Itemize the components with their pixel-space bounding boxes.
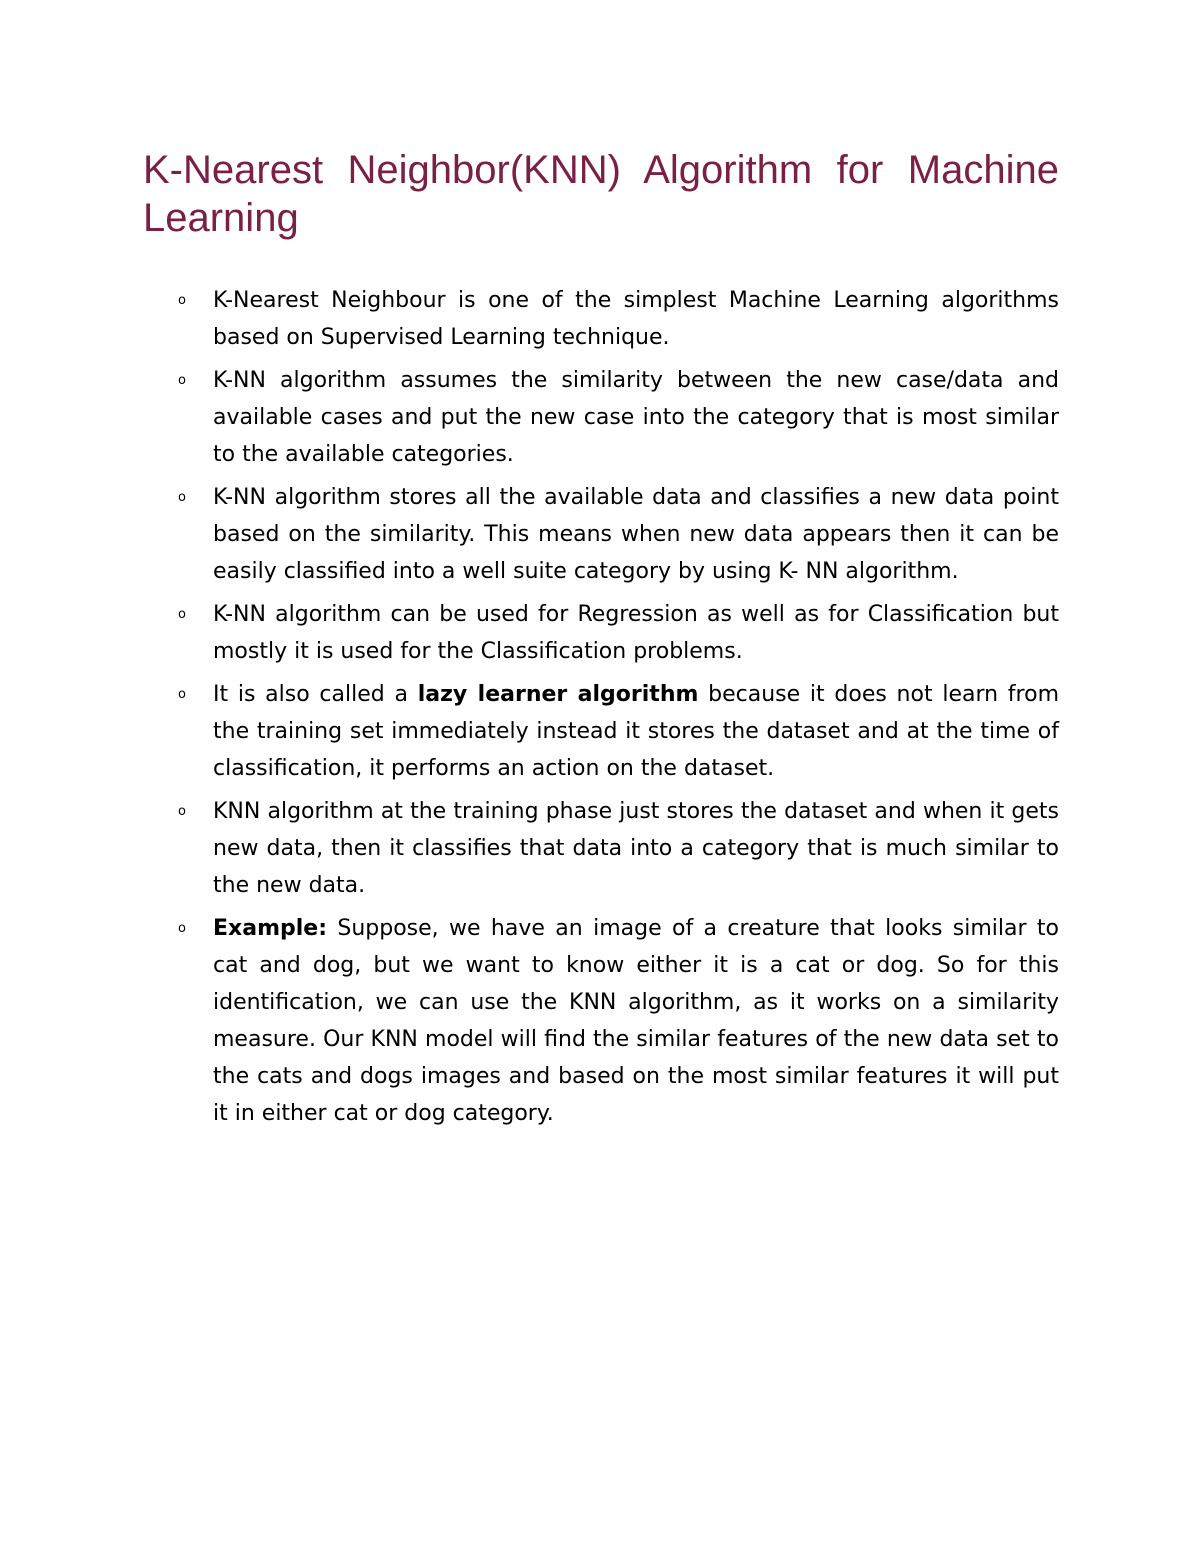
bullet-item (143, 479, 1059, 590)
bullet-item (143, 282, 1059, 356)
bullet-text: K-NN algorithm can be used for Regression as well as for Classification but mostly it is used for the Classification problems. (213, 602, 1059, 664)
bullet-item (143, 676, 1059, 787)
bullet-item (143, 596, 1059, 670)
bullet-bold-term: lazy learner algorithm (417, 682, 699, 707)
bullet-text: KNN algorithm at the training phase just stores the dataset and when it gets new data, then it classifies that data into a category that is much similar to the new data. (213, 799, 1059, 898)
document-page (143, 146, 1059, 1138)
document-title: K-Nearest Neighbor(KNN) Algorithm for Machine Learning (143, 148, 1059, 240)
bullet-circle-icon: o (178, 921, 186, 936)
bullet-text-before: It is also called a (213, 682, 418, 707)
bullet-item (143, 793, 1059, 904)
bullet-circle-icon: o (178, 373, 186, 388)
bullet-item (143, 910, 1059, 1132)
bullet-circle-icon: o (178, 687, 186, 702)
bullet-lead-label: Example: (213, 916, 327, 941)
bullet-circle-icon: o (178, 293, 186, 308)
bullet-text-after: Suppose, we have an image of a creature that looks similar to cat and dog, but we want to know either it is a cat or dog. So for this identification, we can use the KNN algorithm, as it works on a similarity measure. Our KNN model will find the similar features of the new data set to the cats and dogs images and based on the most similar features it will put it in either cat or dog category. (213, 916, 1059, 1126)
bullet-circle-icon: o (178, 490, 186, 505)
bullet-circle-icon: o (178, 607, 186, 622)
bullet-text: K-NN algorithm assumes the similarity between the new case/data and available cases and put the new case into the category that is most similar to the available categories. (213, 368, 1059, 467)
bullet-circle-icon: o (178, 804, 186, 819)
bullet-list (143, 282, 1059, 1132)
bullet-text: K-NN algorithm stores all the available data and classifies a new data point based on the similarity. This means when new data appears then it can be easily classified into a well suite category by using K- NN algorithm. (213, 485, 1059, 584)
bullet-text-after: because it does not learn from the training set immediately instead it stores the dataset and at the time of classification, it performs an action on the dataset. (213, 682, 1060, 781)
bullet-text: K-Nearest Neighbour is one of the simplest Machine Learning algorithms based on Supervised Learning technique. (213, 288, 1059, 350)
bullet-item (143, 362, 1059, 473)
